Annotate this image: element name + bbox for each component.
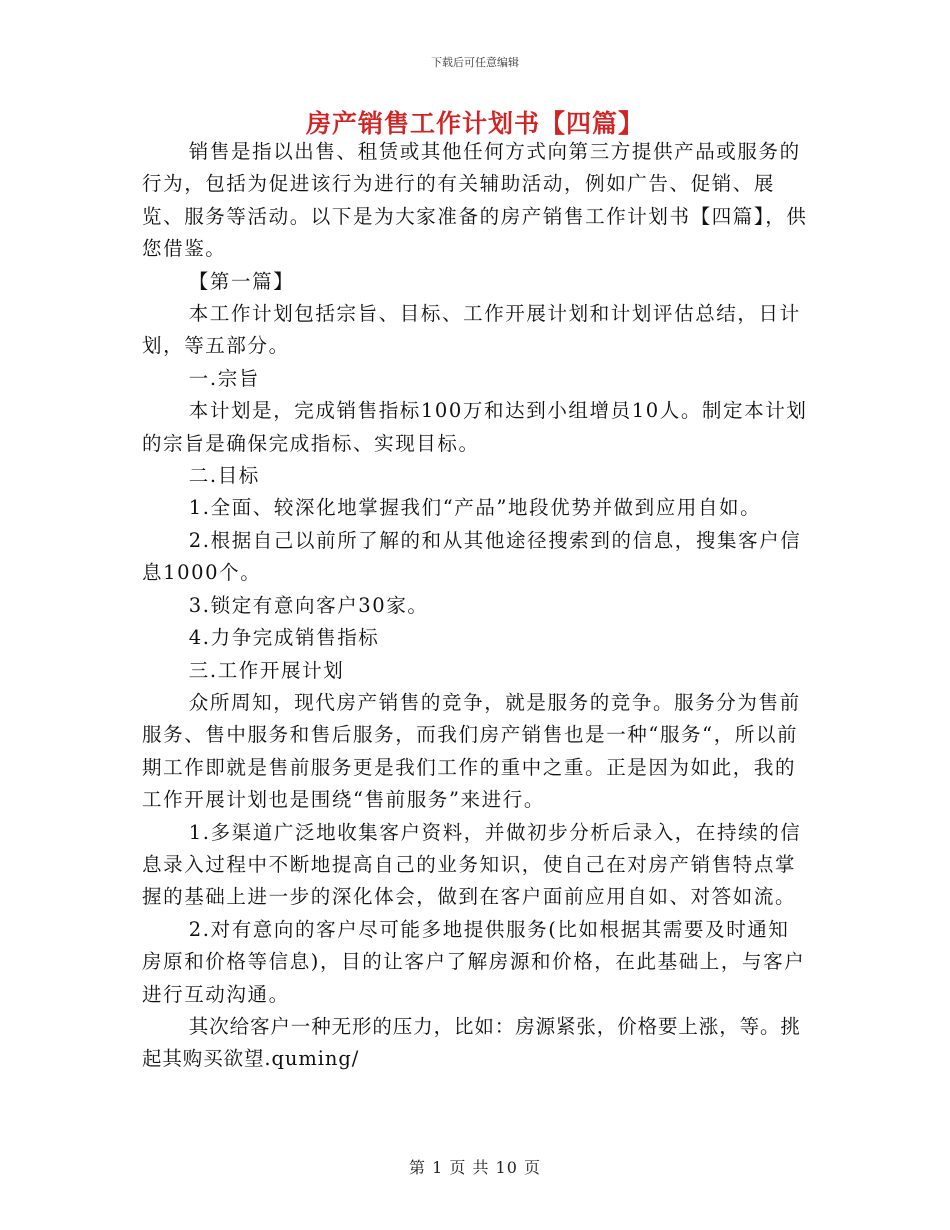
paragraph-plan-3: 其次给客户一种无形的压力，比如：房源紧张，价格要上涨，等。挑起其购买欲望.quming/ [142,1014,801,1071]
paragraph-overview: 本工作计划包括宗旨、目标、工作开展计划和计划评估总结，日计划，等五部分。 [142,302,801,358]
paragraph-heading-purpose: 一.宗旨 [188,366,260,390]
paragraph-purpose: 本计划是，完成销售指标100万和达到小组增员10人。制定本计划的宗旨是确保完成指标、实现目标。 [142,399,808,455]
paragraph-section-heading: 【第一篇】 [188,269,295,293]
paragraph-intro: 销售是指以出售、租赁或其他任何方式向第三方提供产品或服务的行为，包括为促进该行为进行的有关辅助活动，例如广告、促销、展览、服务等活动。以下是为大家准备的房产销售工作计划书【四篇】，供您借鉴。 [142,140,808,261]
paragraph-plan-intro: 众所周知，现代房产销售的竞争，就是服务的竞争。服务分为售前服务、售中服务和售后服务，而我们房产销售也是一种“服务“，所以前期工作即就是售前服务更是我们工作的重中之重。正是因为如此，我的工作开展计划也是围绕“售前服务”来进行。 [142,690,801,812]
paragraph-goal-4: 4.力争完成销售指标 [188,626,380,650]
page-number-footer: 第 1 页 共 10 页 [409,1158,541,1177]
document-body [142,136,810,1076]
paragraph-plan-2: 2.对有意向的客户尽可能多地提供服务(比如根据其需要及时通知房原和价格等信息)，目的让客户了解房源和价格，在此基础上，与客户进行互动沟通。 [142,917,806,1006]
paragraph-goal-3: 3.锁定有意向客户30家。 [188,593,429,617]
paragraph-heading-plan: 三.工作开展计划 [188,658,345,682]
paragraph-goal-1: 1.全面、较深化地掌握我们“产品”地段优势并做到应用自如。 [188,496,762,520]
paragraph-plan-1: 1.多渠道广泛地收集客户资料，并做初步分析后录入，在持续的信息录入过程中不断地提高自己的业务知识，使自己在对房产销售特点掌握的基础上进一步的深化体会，做到在客户面前应用自如、对答如流。 [142,820,802,909]
document-title: 房产销售工作计划书【四篇】 [305,109,644,138]
header-note: 下载后可任意编辑 [431,56,519,69]
paragraph-goal-2: 2.根据自己以前所了解的和从其他途径搜索到的信息，搜集客户信息1000个。 [142,528,802,585]
paragraph-heading-goals: 二.目标 [188,464,260,488]
